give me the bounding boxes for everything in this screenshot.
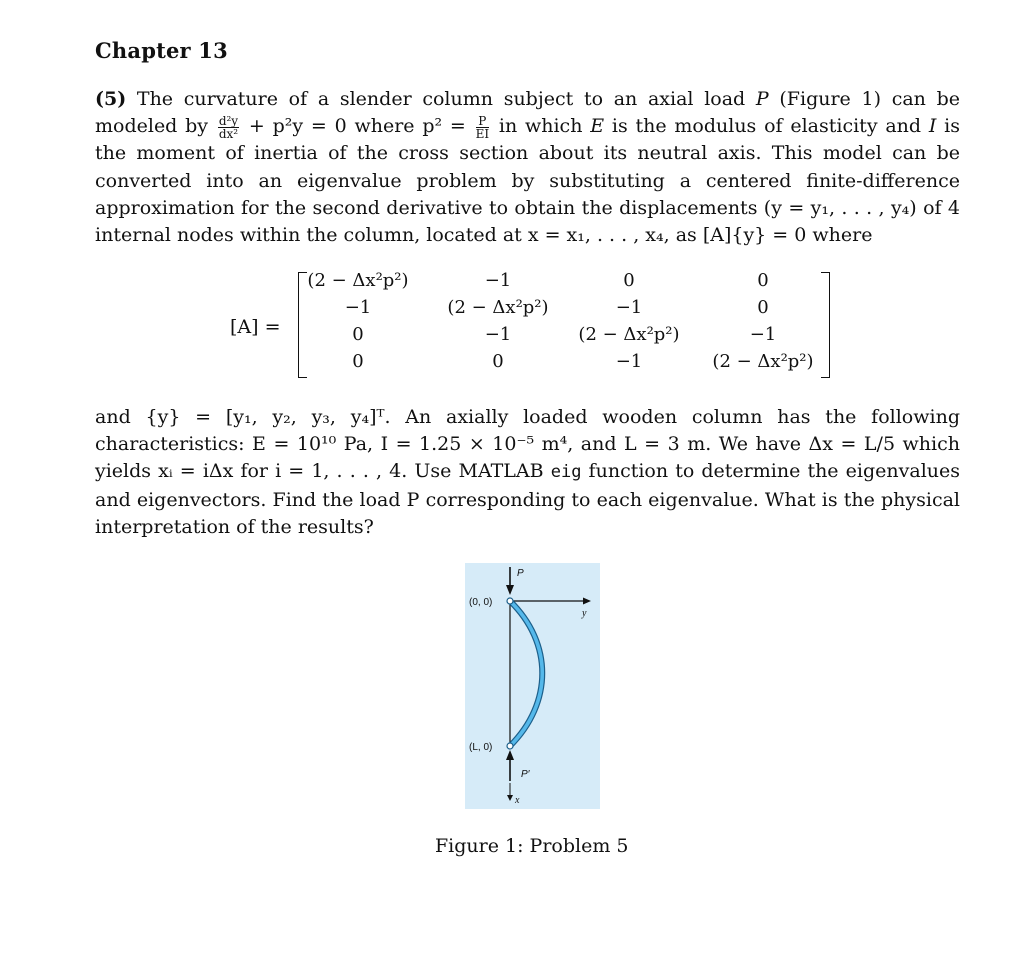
continued-text-2: function to determine the eigenvalues and eigenvectors. Find the load P corresponding to each eigenvalue. What is the physical interpretation of the results? [95,460,960,538]
label-L0: (L, 0) [469,742,493,753]
matrix-cell-2-3: −1 [615,297,643,318]
label-origin: (0, 0) [469,597,493,608]
matrix-cell-4-1: 0 [352,351,364,372]
matrix-A [298,270,830,378]
matrix-cell-2-2: (2 − Δx²p²) [447,297,549,318]
chapter-heading: Chapter 13 [95,38,228,63]
label-x-axis: x [515,795,520,806]
p-squared-fraction [476,115,490,140]
matrix-cell-2-4: 0 [757,297,769,318]
pin-support-bottom [507,743,513,749]
problem-text-6: is the moment of inertia of the cross section about its neutral axis. This model can be converted into an eigenvalue problem by substituting a centered finite-difference approximation for the second derivative to obtain the displacements (y = y₁, . . . , y₄) of 4 internal nodes within the column, located at x = x₁, . . . , x₄, as [A]{y} = 0 where [95,115,960,247]
problem-statement [95,86,960,249]
problem-text-5: is the modulus of elasticity and [604,115,929,138]
matlab-eig-code: eig [550,462,582,483]
deflected-column [510,601,542,746]
p-fraction-numerator: P [476,115,490,128]
symbol-I: I [928,115,937,138]
problem-statement-continued [95,404,960,541]
matrix-cell-4-3: −1 [615,351,643,372]
x-axis-arrow [507,795,513,801]
problem-number: (5) [95,88,127,110]
matrix-cell-1-3: 0 [623,270,635,291]
problem-text-3: + p²y = 0 where p² = [241,115,474,138]
matrix-cell-4-2: 0 [492,351,504,372]
derivative-fraction [218,115,239,140]
label-P-bottom: P′ [521,769,530,780]
symbol-E: E [590,115,605,138]
derivative-denominator: dx² [218,126,239,141]
problem-text-4: in which [491,115,591,138]
matrix-cell-4-4: (2 − Δx²p²) [712,351,814,372]
matrix-label: [A] = [230,316,281,338]
y-axis-arrow [583,598,591,605]
matrix-cell-3-1: 0 [352,324,364,345]
p-fraction-denominator: EI [475,126,490,141]
matrix-cell-2-1: −1 [344,297,372,318]
matrix-cell-3-2: −1 [484,324,512,345]
matrix-cell-3-4: −1 [749,324,777,345]
problem-text-1: The curvature of a slender column subject to an axial load [126,88,756,110]
matrix-cell-1-2: −1 [484,270,512,291]
problem-text-2: (Figure 1) can be modeled by [95,88,960,138]
label-y-axis: y [582,608,587,619]
figure-caption: Figure 1: Problem 5 [435,835,629,857]
symbol-P: P [755,88,769,110]
label-P-top: P [517,568,524,579]
pin-support-top [507,598,513,604]
load-arrow-top-head [506,585,514,595]
column-diagram [465,563,600,809]
column-figure [465,563,600,809]
matrix-cell-1-1: (2 − Δx²p²) [307,270,409,291]
derivative-numerator: d²y [218,113,239,128]
matrix-cell-1-4: 0 [757,270,769,291]
matrix-cell-3-3: (2 − Δx²p²) [578,324,680,345]
continued-text-1: and {y} = [y₁, y₂, y₃, y₄]ᵀ. An axially loaded wooden column has the following characteristics: E = 10¹⁰ Pa, I = 1.25 × 10⁻⁵ m⁴, and L = 3 m. We have Δx = L/5 which yields xᵢ = iΔx for i = 1, . . . , 4. Use MATLAB [95,406,960,483]
load-arrow-bottom-head [506,750,514,760]
